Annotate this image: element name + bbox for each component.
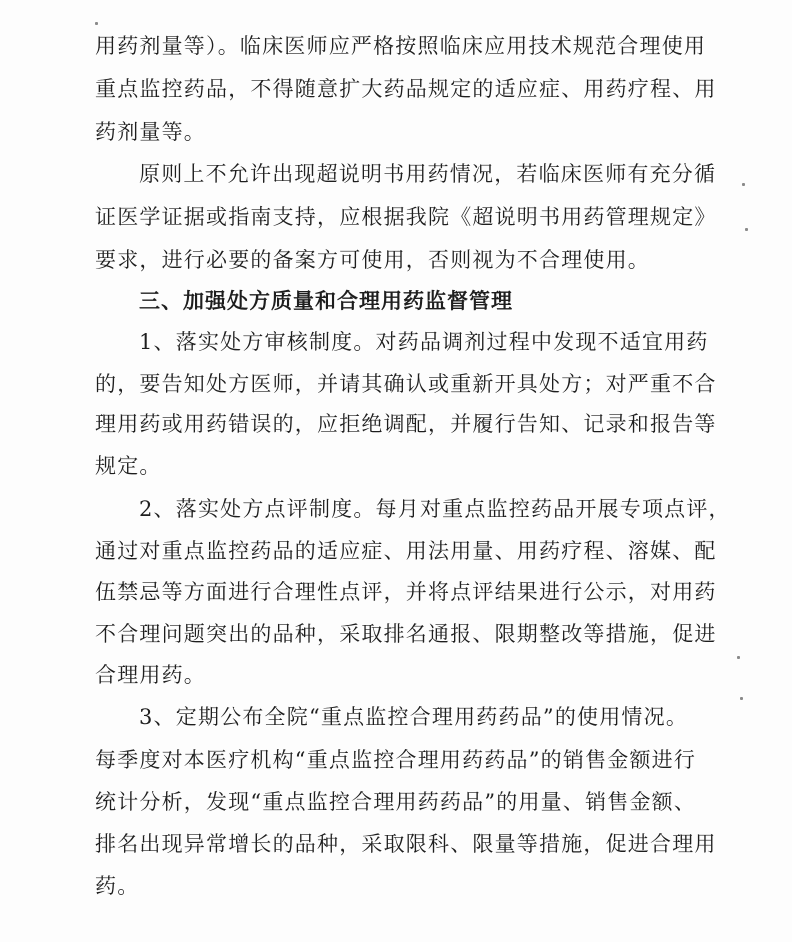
text-line: 2、落实处方点评制度。每月对重点监控药品开展专项点评， xyxy=(139,497,731,521)
scan-speck xyxy=(95,22,98,25)
text-line: 统计分析，发现“重点监控合理用药药品”的用量、销售金额、 xyxy=(95,790,697,814)
text-line: 伍禁忌等方面进行合理性点评，并将点评结果进行公示，对用药 xyxy=(95,580,717,604)
text-line: 通过对重点监控药品的适应症、用法用量、用药疗程、溶媒、配 xyxy=(95,539,717,563)
text-line: 药剂量等。 xyxy=(95,120,206,144)
scan-speck xyxy=(740,697,743,700)
scan-speck xyxy=(745,228,748,231)
scan-speck xyxy=(737,656,740,659)
text-line: 合理用药。 xyxy=(95,663,206,687)
text-line: 证医学证据或指南支持，应根据我院《超说明书用药管理规定》 xyxy=(95,205,717,229)
text-line: 重点监控药品，不得随意扩大药品规定的适应症、用药疗程、用 xyxy=(95,77,717,101)
text-line: 不合理问题突出的品种，采取排名通报、限期整改等措施，促进 xyxy=(95,622,717,646)
text-line: 规定。 xyxy=(95,454,162,478)
scan-speck xyxy=(742,183,745,186)
text-line: 排名出现异常增长的品种，采取限科、限量等措施，促进合理用 xyxy=(95,832,717,856)
section-heading: 三、加强处方质量和合理用药监督管理 xyxy=(139,289,513,313)
text-line: 原则上不允许出现超说明书用药情况，若临床医师有充分循 xyxy=(139,162,717,186)
text-line: 的，要告知处方医师，并请其确认或重新开具处方；对严重不合 xyxy=(95,372,717,396)
text-line: 1、落实处方审核制度。对药品调剂过程中发现不适宜用药 xyxy=(139,330,709,354)
text-line: 药。 xyxy=(95,874,140,898)
text-line: 3、定期公布全院“重点监控合理用药药品”的使用情况。 xyxy=(139,705,689,729)
text-line: 用药剂量等）。临床医师应严格按照临床应用技术规范合理使用 xyxy=(95,34,707,58)
text-line: 要求，进行必要的备案方可使用，否则视为不合理使用。 xyxy=(95,248,650,272)
text-line: 理用药或用药错误的，应拒绝调配，并履行告知、记录和报告等 xyxy=(95,412,717,436)
text-line: 每季度对本医疗机构“重点监控合理用药药品”的销售金额进行 xyxy=(95,748,697,772)
